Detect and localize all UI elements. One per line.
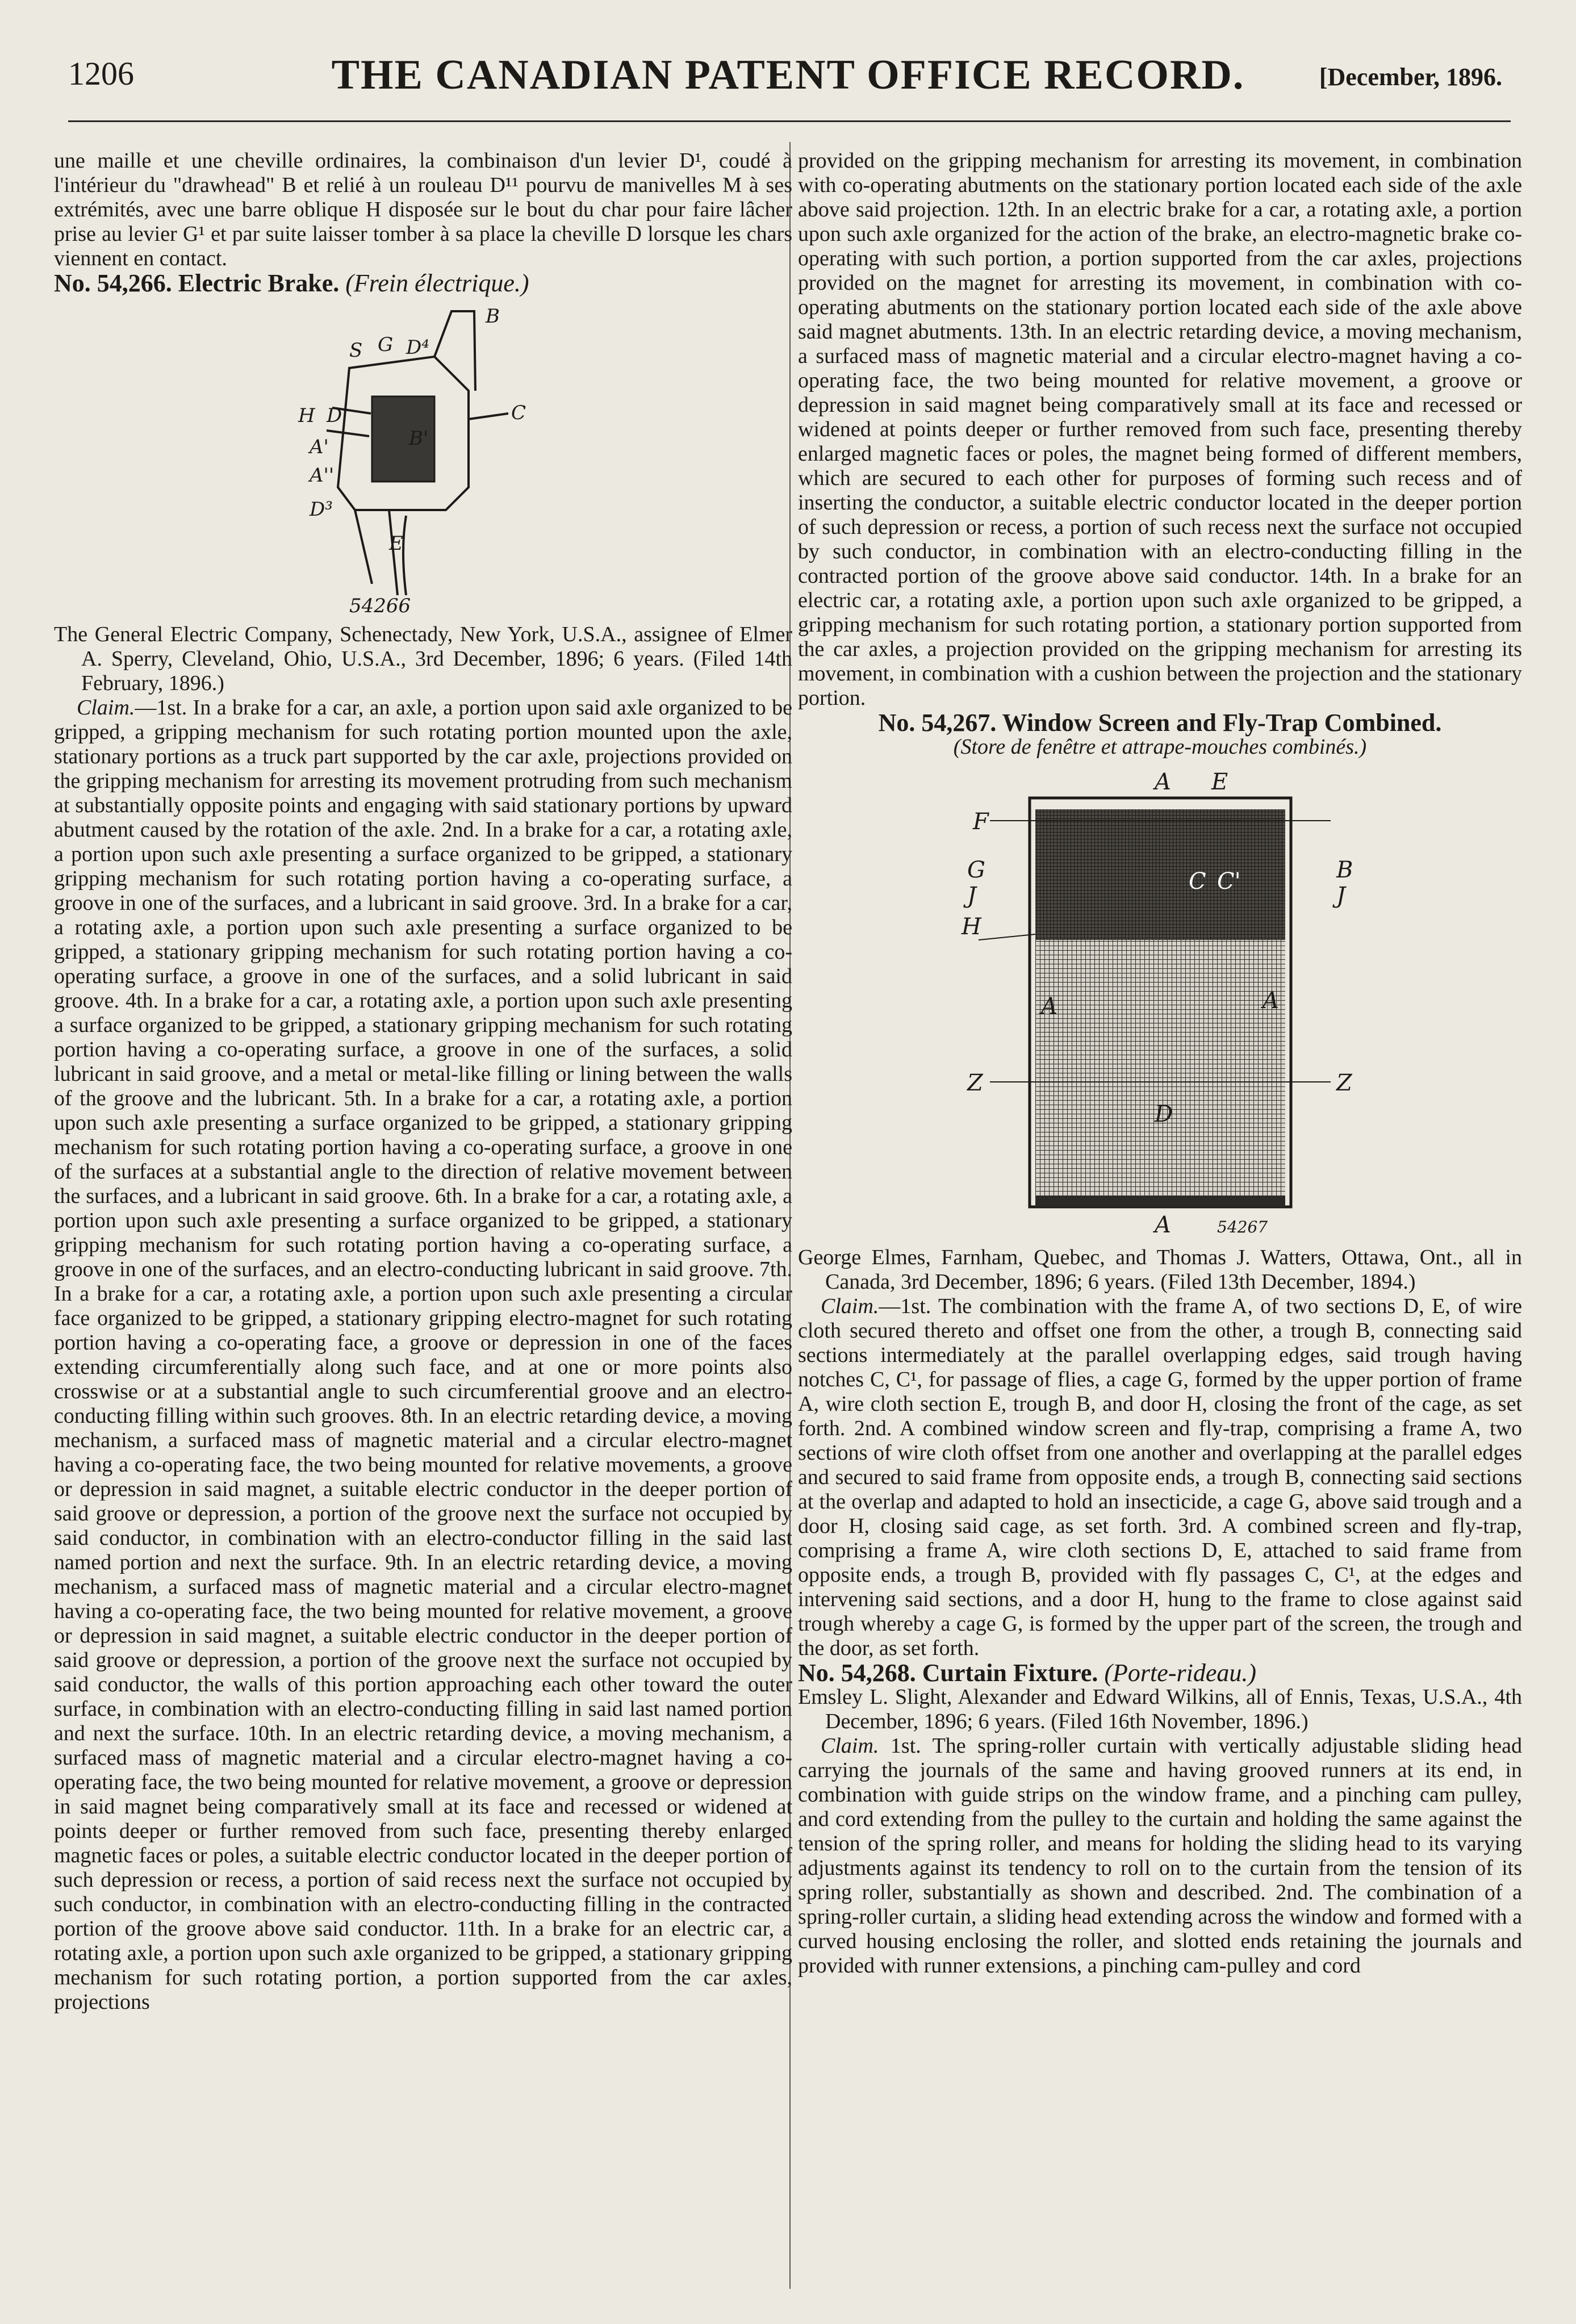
fig-label: E: [1211, 769, 1228, 795]
fig-label: B': [409, 427, 429, 450]
fig-label: C: [1188, 868, 1206, 895]
fig-label: J: [967, 883, 976, 909]
right-column: [798, 149, 1522, 2301]
fig-label: A'': [310, 464, 335, 487]
claims-text: Claim.—1st. In a brake for a car, an axle, a portion upon said axle organized to be gripped, a gripping mechanism for such rotating portion mounted upon the axle, stationary portions as a truck part supported by the car axle, projections provided on the gripping mechanism for arresting its movement protruding from such mechanism at substantially opposite points and engaging with said stationary portions by upward abutment caused by the rotation of the axle. 2nd. In a brake for a car, a rotating axle, a portion upon such axle presenting a surface organized to be gripped, a stationary gripping mechanism for such rotating portion having a co-operating surface, a groove in one of the surfaces, and a lubricant in said groove. 3rd. In a brake for a car, a rotating axle, a portion upon such axle presenting a surface organized to be gripped, a stationary gripping mechanism for such rotating portion having a co-operating surface, a groove in one of the surfaces, and a solid lubricant in said groove. 4th. In a brake for a car, a rotating axle, a portion upon such axle presenting a surface organized to be gripped, a stationary gripping mechanism for such rotating portion having a co-operating surface, a groove in one of the surfaces, a solid lubricant in said groove, and a metal or metal-like filling or lining between the walls of the groove and the lubricant. 5th. In a brake for a car, a rotating axle, a portion upon such axle presenting a surface organized to be gripped, a stationary gripping mechanism for such rotating portion having a co-operating surface, a groove in one of the surfaces at a substantial angle to the direction of relative movement between the surfaces, and a lubricant in said groove. 6th. In a brake for a car, a rotating axle, a portion upon such axle presenting a surface organized to be gripped, a stationary gripping mechanism for such rotating portion having a co-operating surface, a groove in one of the surfaces, and an electro-conducting lubricant in said groove. 7th. In a brake for a car, a rotating axle, a portion upon such axle presenting a circular face organized to be gripped, a stationary gripping electro-magnet for such rotating portion having a co-operating face, a groove or depression in one of the faces extending circumferentially along such face, and at one or more points also crosswise or at a substantial angle to such circumferential groove and an electro-conducting filling within such grooves. 8th. In an electric retarding device, a moving mechanism, a surfaced mass of magnetic material and a circular electro-magnet having a co-operating face, the two being mounted for relative movements, a groove or depression in said magnet, a suitable electric conductor in the deeper portion of said groove or depression, a portion of the groove next the surface not occupied by said conductor, in combination with an electro-conductor filling in the said last named portion and next the surface. 9th. In an electric retarding device, a moving mechanism, a surfaced mass of magnetic material and a circular electro-magnet having a co-operating face, the two being mounted for relative movement, a groove or depression in said magnet, a suitable electric conductor in the deeper portion of said groove or depression, a portion of the groove next the surface not occupied by said conductor, the walls of this portion approaching each other toward the outer surface, in combination with an electro-conducting filling in said last named portion and next the surface. 10th. In an electric retarding device, a moving mechanism, a surfaced mass of magnetic material and a circular electro-magnet having a co-operating face, the two being mounted for relative movement, a groove or depression in said magnet being comparatively small at its face and recessed or widened at points deeper or further removed from such face, presenting thereby enlarged magnetic faces or poles, a suitable electric conductor located in the deeper portion of such depression or recess, a portion of said recess next the surface not occupied by such conductor, in combination with an electro-conducting filling in the contracted portion of the groove above said conductor. 11th. In a brake for an electric car, a rotating axle, a portion upon such axle organized to be gripped, a stationary gripping mechanism for such rotating portion, a portion supported from the car axles, projections: [54, 696, 792, 2014]
patent-title: Window Screen and Fly-Trap Combined.: [1002, 709, 1442, 737]
fig-label: D⁴: [406, 336, 429, 359]
fig-label: A: [1262, 988, 1279, 1014]
fig-label: D³: [310, 498, 333, 521]
patent-french-title: (Porte-rideau.): [1104, 1659, 1256, 1687]
fig-label: Z: [1336, 1070, 1352, 1096]
left-column: [54, 149, 792, 2301]
fig-label: C': [1217, 868, 1241, 895]
fig-label: J: [1336, 883, 1345, 909]
issue-date: [December, 1896.: [1319, 63, 1502, 91]
patentee-info: The General Electric Company, Schenectady, New York, U.S.A., assignee of Elmer A. Sperry, Cleveland, Ohio, U.S.A., 3rd December, 1896; 6 years. (Filed 14th February, 1896.): [54, 622, 792, 695]
patent-heading-54268: [798, 1661, 1522, 1685]
fig-label: F: [972, 809, 989, 835]
fig-label: D: [327, 404, 342, 427]
fig-label: G: [378, 333, 394, 356]
header-rule: [68, 120, 1511, 122]
journal-title: THE CANADIAN PATENT OFFICE RECORD.: [331, 52, 1245, 98]
patent-french-title: (Store de fenêtre et attrape-mouches combinés.): [953, 735, 1367, 759]
fig-label: A: [1040, 993, 1057, 1019]
fig-label: A: [1154, 769, 1171, 795]
fig-label: A: [1154, 1212, 1171, 1238]
patent-number: No. 54,268.: [798, 1659, 916, 1687]
claims-text: Claim. 1st. The spring-roller curtain with vertically adjustable sliding head carrying the journals of the same and having grooved runners at its end, in combination with guide strips on the window frame, and a pinching cam pulley, and cord extending from the pulley to the curtain and holding the same against the tension of the spring roller, and means for holding the sliding head to its varying adjustments against its tendency to roll on to the curtain from the tension of its spring roller, substantially as shown and described. 2nd. The combination of a spring-roller curtain, a sliding head extending across the window and formed with a curved housing enclosing the roller, and slotted ends retaining the journals and provided with runner extensions, a pinching cam-pulley and cord: [798, 1734, 1522, 1978]
carry-over-claims: provided on the gripping mechanism for arresting its movement, in combination with co-operating abutments on the stationary portion located each side of the axle above said projection. 12th. In an electric brake for a car, a rotating axle, a portion upon such axle organized for the action of the brake, an electro-magnetic brake co-operating with such portion, a portion supported from the car axles, projections provided on the magnet for arresting its movement, in combination with co-operating abutments on the stationary portion located each side of the axle above said magnet abutments. 13th. In an electric retarding device, a moving mechanism, a surfaced mass of magnetic material and a circular electro-magnet having a co-operating face, the two being mounted for relative movement, a groove or depression in said magnet being comparatively small at its face and recessed or widened at points deeper or further removed from such face, presenting thereby enlarged magnetic faces or poles, the magnet being formed of different members, which are secured to each other for purposes of forming such recess and of inserting the conductor, a suitable electric conductor located in the deeper portion of such depression or recess, a portion of such recess next the surface not occupied by such conductor, in combination with an electro-conducting filling in the contracted portion of the groove above said conductor. 14th. In a brake for an electric car, a rotating axle, a portion upon such axle organized to be gripped, a gripping mechanism for such rotating portion, a stationary portion supported from the car axles, a projection provided on the gripping mechanism for arresting its movement, in combination with a cushion between the projection and the stationary portion.: [798, 149, 1522, 710]
fig-label: B: [1336, 857, 1353, 883]
fig-label: G: [967, 857, 985, 883]
patent-title: Electric Brake.: [178, 269, 340, 297]
fig-label: S: [349, 339, 363, 362]
electric-brake-figure: [264, 300, 582, 618]
fig-label: D: [1154, 1101, 1173, 1127]
fig-label: H: [961, 914, 981, 940]
fig-label: E: [389, 532, 403, 555]
window-screen-figure: [944, 764, 1376, 1241]
fig-label: A': [310, 436, 329, 458]
patent-french-title: (Frein électrique.): [345, 269, 529, 297]
carry-over-text: une maille et une cheville ordinaires, la combinaison d'un levier D¹, coudé à l'intérieur du "drawhead" B et relié à un rouleau D¹¹ pourvu de manivelles M à ses extrémités, avec une barre oblique H disposée sur le bout du char pour faire lâcher prise au levier G¹ et par suite laisser tomber à sa place la cheville D lorsque les chars viennent en contact.: [54, 149, 792, 270]
page-header: [0, 52, 1576, 111]
patent-number: No. 54,266.: [54, 269, 172, 297]
figure-number: 54266: [349, 595, 411, 617]
claims-text: Claim.—1st. The combination with the frame A, of two sections D, E, of wire cloth secured thereto and offset one from the other, a trough B, connecting said sections intermediately at the parallel overlapping edges, said trough having notches C, C¹, for passage of flies, a cage G, formed by the upper portion of frame A, wire cloth section E, trough B, and door H, closing the front of the cage, as set forth. 2nd. A combined window screen and fly-trap, comprising a frame A, two sections of wire cloth offset from one another and overlapping at the parallel edges and secured to said frame from opposite ends, a trough B, connecting said sections at the overlap and adapted to hold an insecticide, a cage G, above said trough and a door H, closing said cage, as set forth. 3rd. A combined screen and fly-trap, comprising a frame A, wire cloth sections D, E, attached to said frame from opposite ends, a trough B, provided with fly passages C, C¹, at the edges and intervening said sections, and a door H, hung to the frame to close against said trough whereby a cage G, is formed by the upper part of the screen, the trough and the door, as set forth.: [798, 1294, 1522, 1660]
fig-label: H: [298, 404, 315, 427]
patentee-info: George Elmes, Farnham, Quebec, and Thomas J. Watters, Ottawa, Ont., all in Canada, 3rd December, 1896; 6 years. (Filed 13th December, 1894.): [798, 1245, 1522, 1294]
page-number: 1206: [68, 55, 134, 92]
figure-number: 54267: [1217, 1218, 1268, 1236]
patentee-info: Emsley L. Slight, Alexander and Edward Wilkins, all of Ennis, Texas, U.S.A., 4th December, 1896; 6 years. (Filed 16th November, 1896.): [798, 1685, 1522, 1733]
patent-heading-54266: [54, 271, 792, 295]
patent-title: Curtain Fixture.: [922, 1659, 1098, 1687]
fig-label: B: [486, 305, 500, 328]
fig-label: C: [511, 402, 526, 424]
patent-number: No. 54,267.: [878, 709, 997, 737]
patent-heading-54267: [798, 710, 1522, 735]
fig-label: Z: [967, 1070, 983, 1096]
